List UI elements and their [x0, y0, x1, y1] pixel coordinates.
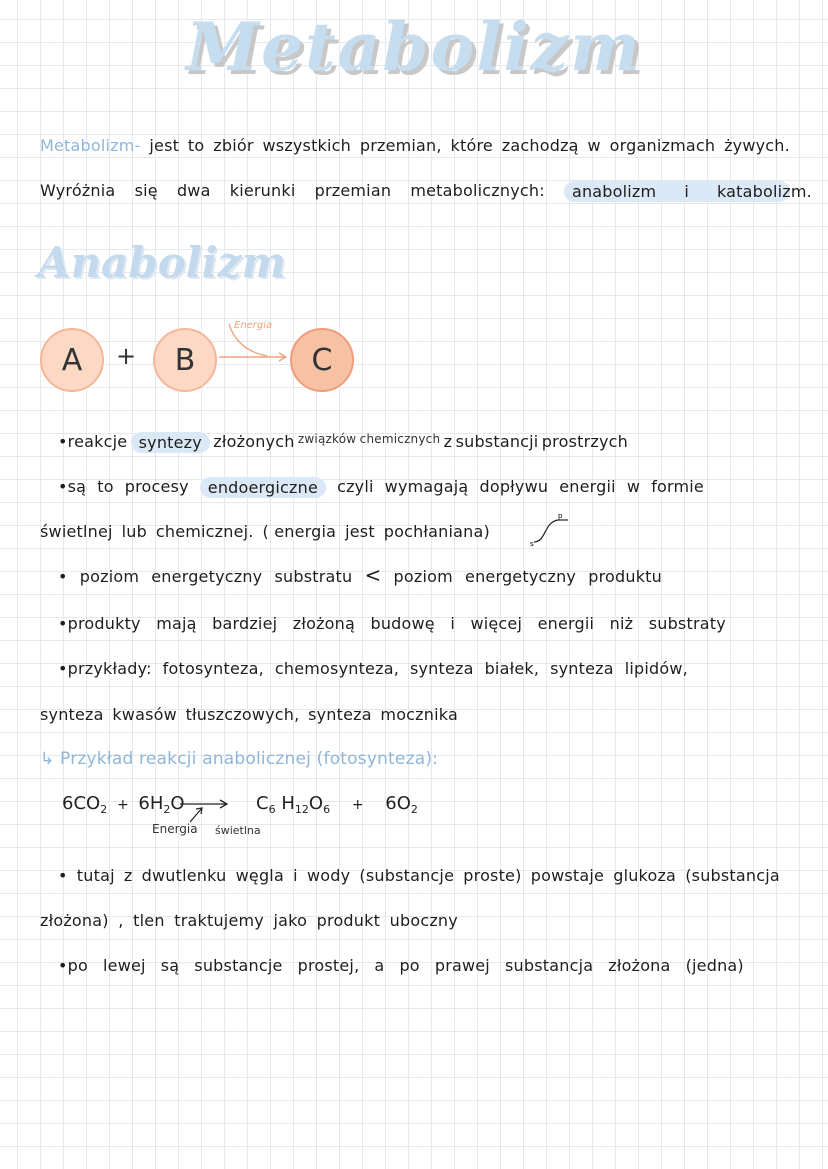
section-title-anabolizm: Anabolizm — [38, 238, 286, 287]
word: po — [399, 956, 420, 975]
product-glucose: $C_6$ $H_{12}O_6$ — [256, 793, 331, 816]
word: (substancja — [685, 866, 780, 885]
word: pochłaniana) — [383, 522, 490, 541]
intro-line-1 — [40, 136, 790, 155]
word: zachodzą — [501, 136, 579, 155]
word: energetyczny — [151, 567, 263, 586]
highlight-directions — [564, 181, 812, 202]
word: się — [134, 181, 158, 200]
plus-sign: + — [116, 342, 137, 370]
word: wszystkich — [262, 136, 351, 155]
word: niż — [609, 614, 634, 633]
word: białek, — [484, 659, 540, 678]
word: z — [443, 432, 453, 451]
word: jest — [149, 136, 180, 155]
word: i — [684, 182, 689, 201]
word: •są — [58, 477, 87, 496]
bullet-5 — [58, 659, 688, 678]
word: (jedna) — [685, 956, 744, 975]
bullet-5-cont — [40, 705, 458, 724]
word: • — [58, 567, 68, 586]
word: uboczny — [389, 911, 458, 930]
word: wymagają — [384, 477, 469, 496]
word: produkt — [316, 911, 381, 930]
word: lipidów, — [624, 659, 688, 678]
term-metabolizm: Metabolizm- — [40, 136, 141, 155]
word: zbiór — [213, 136, 254, 155]
word: złożona) — [40, 911, 109, 930]
reactant-h2o: $6H_2O$ — [138, 793, 185, 816]
word: budowę — [370, 614, 435, 633]
word: •produkty — [58, 614, 141, 633]
word: proste) — [463, 866, 522, 885]
word: organizmach — [609, 136, 716, 155]
word: i — [450, 614, 455, 633]
light-word: świetlna — [215, 824, 261, 837]
word: traktujemy — [174, 911, 264, 930]
bullet-2-cont — [40, 522, 490, 541]
less-than-sign: < — [364, 563, 382, 587]
word: złożona — [608, 956, 671, 975]
equation-arrow-icon — [178, 792, 232, 824]
energy-label: Energia — [234, 320, 273, 331]
word: substancja — [505, 956, 594, 975]
word: lewej — [103, 956, 146, 975]
word: procesy — [124, 477, 189, 496]
plus-sign: + — [351, 797, 364, 813]
word: tutaj — [76, 866, 115, 885]
word: energetyczny — [465, 567, 577, 586]
word: • — [58, 866, 68, 885]
word: energii — [537, 614, 595, 633]
circle-c: C — [290, 328, 354, 392]
word: są — [160, 956, 180, 975]
word: prostrzych — [541, 432, 628, 451]
note-2 — [58, 956, 744, 975]
word: jako — [273, 911, 308, 930]
word: złożonych — [213, 432, 295, 451]
word: substratu — [274, 567, 353, 586]
bullet-4 — [58, 614, 726, 633]
word: substancje — [194, 956, 283, 975]
word: w — [587, 136, 601, 155]
word: Wyróżnia — [40, 181, 116, 200]
curve-s-label: s — [530, 540, 534, 548]
word: i — [293, 866, 298, 885]
word: węgla — [235, 866, 284, 885]
word: , — [118, 911, 124, 930]
word: tlen — [133, 911, 165, 930]
circle-b: B — [153, 328, 217, 392]
word: synteza — [40, 705, 104, 724]
word: synteza — [550, 659, 614, 678]
reactant-co2: $6CO_2$ — [62, 793, 108, 816]
word: kwasów — [112, 705, 177, 724]
word: z — [123, 866, 133, 885]
word: więcej — [470, 614, 523, 633]
word: związków — [297, 432, 357, 446]
word: dwa — [176, 181, 211, 200]
word: dwutlenku — [141, 866, 227, 885]
word: chemicznej. — [155, 522, 254, 541]
plus-sign: + — [116, 797, 129, 813]
word: prostej, — [297, 956, 360, 975]
word: substraty — [648, 614, 726, 633]
note-1 — [58, 866, 780, 885]
word: produktu — [588, 567, 662, 586]
word: tłuszczowych, — [185, 705, 300, 724]
term-katabolizm: katabolizm. — [716, 182, 812, 201]
word: przemian — [314, 181, 392, 200]
word: wody — [306, 866, 351, 885]
word: ( energia — [262, 522, 337, 541]
word: •przykłady: — [58, 659, 152, 678]
term-endoergiczne: endoergiczne — [200, 477, 326, 498]
product-o2: $6O_2$ — [385, 793, 418, 816]
word: czyli — [337, 477, 374, 496]
word: metabolicznych: — [410, 181, 545, 200]
word: mocznika — [380, 705, 458, 724]
word: prawej — [434, 956, 490, 975]
word: •reakcje — [58, 432, 128, 451]
bullet-2 — [58, 477, 704, 498]
word: energii — [559, 477, 616, 496]
word: bardziej — [212, 614, 278, 633]
word: dopływu — [479, 477, 549, 496]
bullet-1 — [58, 432, 628, 453]
word: które — [450, 136, 493, 155]
term-syntezy: syntezy — [131, 432, 210, 453]
note-1-cont — [40, 911, 458, 930]
word: chemicznych — [359, 432, 441, 446]
word: synteza — [409, 659, 474, 678]
word: glukoza — [613, 866, 677, 885]
example-heading: ↳ Przykład reakcji anabolicznej (fotosynteza): — [40, 749, 439, 769]
reaction-arrow-icon — [215, 318, 295, 362]
word: •po — [58, 956, 88, 975]
energy-word: Energia — [152, 822, 198, 836]
word: poziom — [393, 567, 453, 586]
curve-p-label: p — [558, 512, 563, 520]
word: złożoną — [292, 614, 356, 633]
word: lub — [121, 522, 147, 541]
word: formie — [651, 477, 704, 496]
word: substancji — [455, 432, 539, 451]
word: (substancje — [359, 866, 455, 885]
word: powstaje — [530, 866, 605, 885]
word: w — [626, 477, 641, 496]
word: żywych. — [724, 136, 790, 155]
word: przemian, — [359, 136, 442, 155]
term-anabolizm: anabolizm — [571, 182, 657, 201]
circle-a: A — [40, 328, 104, 392]
word: a — [374, 956, 385, 975]
intro-line-2 — [40, 181, 812, 202]
word: fotosynteza, — [162, 659, 264, 678]
word: jest — [345, 522, 375, 541]
photosynthesis-equation — [62, 793, 418, 816]
bullet-3 — [58, 563, 662, 587]
word: kierunki — [229, 181, 296, 200]
word: świetlnej — [40, 522, 113, 541]
energy-curve-icon — [528, 512, 572, 548]
word: poziom — [79, 567, 140, 586]
word: mają — [156, 614, 197, 633]
word: to — [97, 477, 114, 496]
word: to — [187, 136, 205, 155]
word: chemosynteza, — [274, 659, 399, 678]
word: synteza — [308, 705, 372, 724]
page-title: Metabolizm — [186, 8, 642, 86]
